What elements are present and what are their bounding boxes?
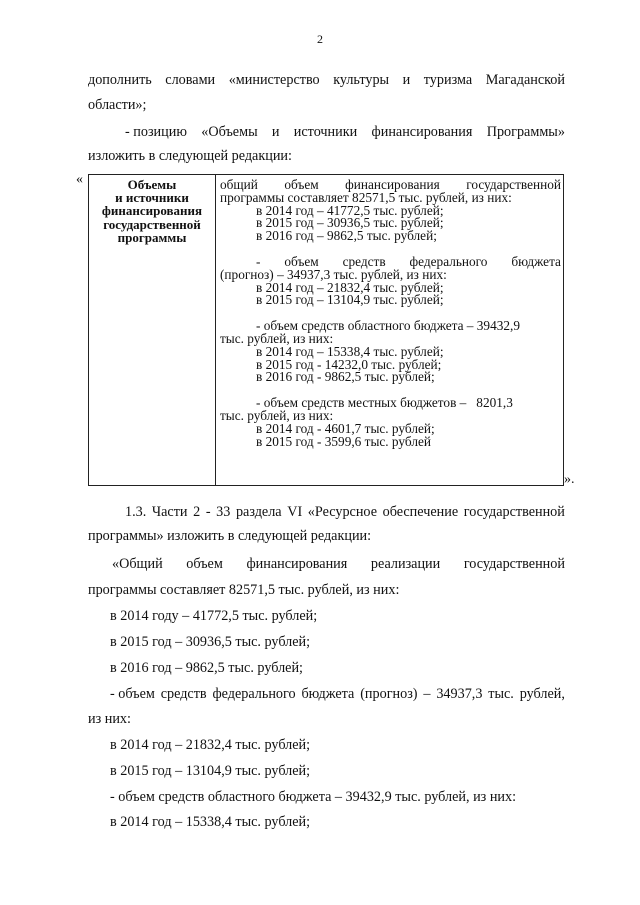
table-open-quote: « [76,172,83,187]
table-left-header-line: государственной [103,216,201,232]
table-right-word: общий [220,177,258,192]
intro-line-1-word: туризма [423,72,473,88]
section-federal-word: (прогноз) [360,686,418,702]
table-right-word: финансирования [345,177,440,192]
table-right-word: федерального [409,253,488,269]
table-right-line: тыс. рублей, из них: [220,407,334,423]
intro-line-3-word: и [271,124,280,140]
intro-line-3-word: Программы» [486,124,565,140]
table-right-word: объем [284,177,319,192]
table-right-line: в 2016 год - 9862,5 тыс. рублей; [256,369,435,385]
section-regional-item-2014: в 2014 год – 15338,4 тыс. рублей; [110,814,311,830]
intro-line-1-word: «министерство [228,72,320,88]
intro-line-2: области»; [88,97,147,113]
table-right-line: в 2014 год – 41772,5 тыс. рублей; [256,202,444,218]
table-left-header-line: и источники [115,190,189,206]
table-right-line: - объем средств областного бюджета – 39432,9 [256,318,520,334]
table-close-quote: ». [564,472,575,487]
section-federal-line [110,687,565,701]
section-line-4: программы составляет 82571,5 тыс. рублей, из них: [88,582,400,598]
table-right-line: (прогноз) – 34937,3 тыс. рублей, из них: [220,266,447,282]
section-federal-word: бюджета [301,686,355,702]
intro-line-3 [125,125,565,139]
page-number: 2 [317,32,323,46]
table-right-line: в 2015 год – 30936,5 тыс. рублей; [256,215,444,231]
section-federal-word: 34937,3 [436,686,483,702]
section-federal-cont: из них: [88,711,131,727]
table-right-line: программы составляет 82571,5 тыс. рублей, из них: [220,189,512,205]
section-line-1-word: Части [151,504,188,520]
table-left-header-line: программы [117,229,187,245]
table-left-header [89,175,216,486]
section-federal-word: средств [160,686,207,702]
table-right-word: средств [342,253,386,269]
section-line-3-word: объем [186,556,223,572]
section-line-2: программы» изложить в следующей редакции: [88,528,372,544]
intro-line-1-word: словами [165,72,216,88]
section-regional-line: - объем средств областного бюджета – 39432,9 тыс. рублей, из них: [110,789,517,805]
table-right-line: в 2016 год – 9862,5 тыс. рублей; [256,228,437,244]
table-right-line: в 2014 год - 4601,7 тыс. рублей; [256,420,435,436]
section-federal-word: тыс. [488,686,514,702]
section-line-3-word: «Общий [112,556,163,572]
section-line-1 [125,505,565,519]
intro-line-1-word: и [402,72,411,88]
section-line-1-word: «Ресурсное [307,504,377,520]
section-line-1-word: 2 [193,504,201,520]
section-line-1-word: VI [287,504,303,520]
table-left-header-line: Объемы [127,177,177,192]
table-right-line: - объем средств местных бюджетов – 8201,3 [256,395,513,411]
intro-line-3-word: источники [293,124,358,140]
section-line-1-word: 33 [216,504,231,520]
table-right-word: - [256,253,261,269]
table-right-line: в 2015 год – 13104,9 тыс. рублей; [256,292,444,308]
section-line-1-word: - [205,504,211,520]
intro-line-3-word: - позицию [125,124,187,140]
section-line-3-word: государственной [463,556,565,572]
table-right-line: в 2015 год - 3599,6 тыс. рублей [256,433,431,449]
section-item-2015: в 2015 год – 30936,5 тыс. рублей; [110,634,311,650]
program-funding-table [88,174,564,486]
table-right-line: тыс. рублей, из них: [220,330,334,346]
intro-line-1 [88,73,565,87]
section-federal-item-2015: в 2015 год – 13104,9 тыс. рублей; [110,763,311,779]
section-line-1-word: обеспечение [382,504,459,520]
section-line-1-word: раздела [235,504,282,520]
section-line-1-word: государственной [463,504,565,520]
table-right-line: в 2014 год – 21832,4 тыс. рублей; [256,279,444,295]
section-federal-word: - объем [110,686,155,702]
intro-line-3-word: «Объемы [201,124,258,140]
table-right-word: бюджета [511,253,561,269]
intro-line-1-word: культуры [333,72,390,88]
section-line-1-word: 1.3. [125,504,147,520]
intro-line-1-word: Магаданской [485,72,565,88]
intro-line-3-word: финансирования [371,124,473,140]
section-federal-word: рублей, [519,686,565,702]
section-federal-item-2014: в 2014 год – 21832,4 тыс. рублей; [110,737,311,753]
section-item-2016: в 2016 год – 9862,5 тыс. рублей; [110,660,303,676]
table-right-line: в 2014 год – 15338,4 тыс. рублей; [256,343,444,359]
section-federal-word: федерального [212,686,296,702]
section-line-3-word: реализации [370,556,441,572]
table-right-word: государственной [466,177,561,192]
table-right-content [216,175,564,486]
section-line-3-word: финансирования [246,556,348,572]
table-right-line: в 2015 год - 14232,0 тыс. рублей; [256,356,442,372]
intro-line-1-word: дополнить [88,72,152,88]
intro-line-4: изложить в следующей редакции: [88,148,292,164]
table-right-word: объем [284,253,319,269]
table-gap [220,243,561,256]
table-left-header-line: финансирования [101,203,203,219]
section-line-3 [112,557,565,571]
section-item-2014: в 2014 году – 41772,5 тыс. рублей; [110,608,318,624]
section-federal-word: – [423,686,431,702]
